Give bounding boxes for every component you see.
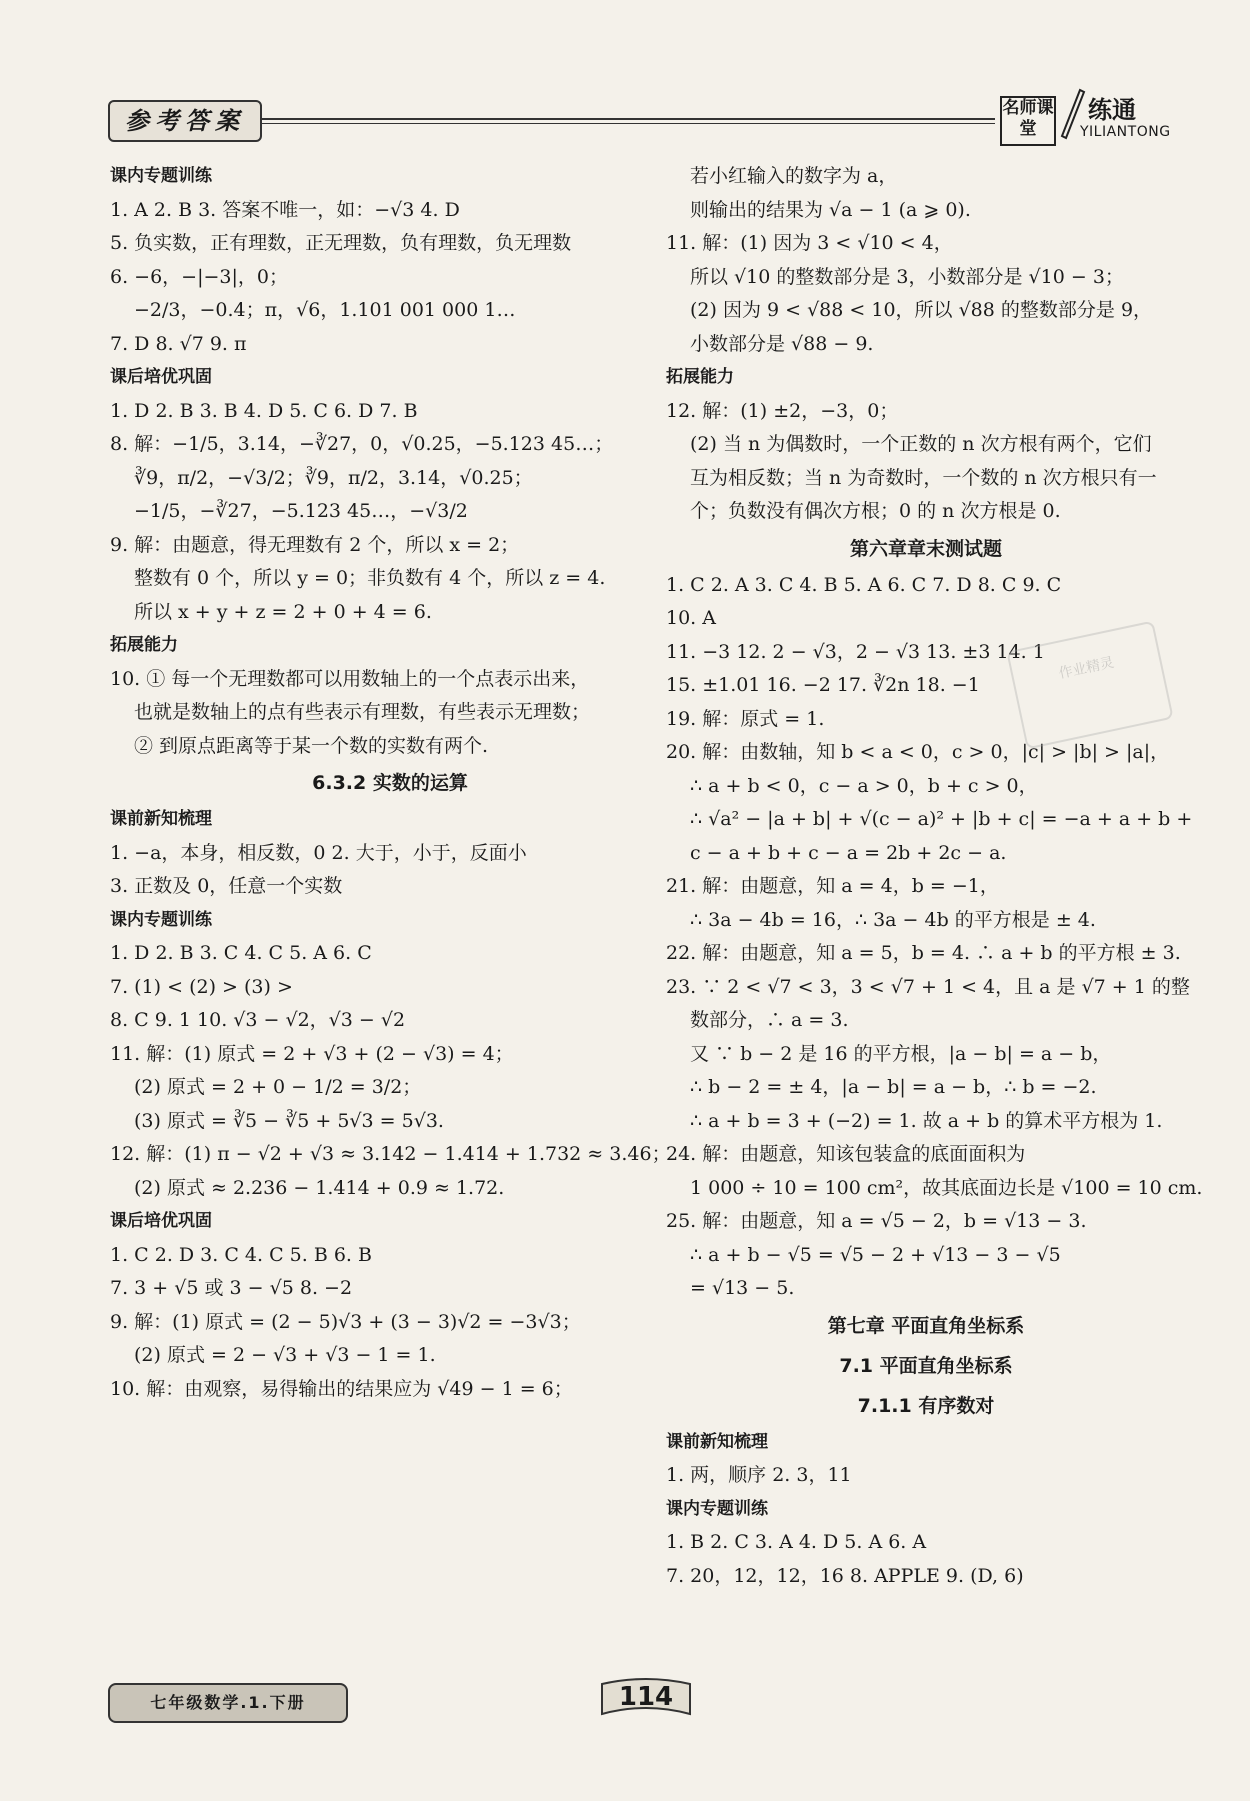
answer-line: −1/5，−∛27，−5.123 45…，−√3/2: [134, 500, 468, 522]
answer-line: 7. 3 + √5 或 3 − √5 8. −2: [110, 1277, 353, 1299]
answer-line: 8. 解：−1/5，3.14，−∛27，0，√0.25，−5.123 45…；: [110, 433, 614, 455]
section-label: 课内专题训练: [110, 166, 212, 186]
logo-box: 名师课堂: [1000, 96, 1056, 146]
answer-line: 6. −6，−|−3|，0；: [110, 265, 288, 288]
answer-line: 9. 解：由题意，得无理数有 2 个，所以 x = 2；: [110, 533, 520, 556]
section-label: 课后培优巩固: [110, 1211, 212, 1231]
answer-line: 所以 √10 的整数部分是 3，小数部分是 √10 − 3；: [690, 265, 1124, 288]
logo-subtitle: YILIANTONG: [1080, 124, 1171, 140]
answer-line: = √13 − 5.: [690, 1277, 795, 1299]
answer-line: 1. C 2. A 3. C 4. B 5. A 6. C 7. D 8. C 9. C: [666, 573, 1062, 596]
answer-line: ∴ a + b < 0，c − a > 0，b + c > 0，: [690, 774, 1038, 797]
answer-line: 10. 解：由观察，易得输出的结果应为 √49 − 1 = 6；: [110, 1377, 573, 1400]
section-heading: 第七章 平面直角坐标系: [827, 1314, 1025, 1337]
answer-line: 5. 负实数，正有理数，正无理数，负有理数，负无理数: [110, 232, 572, 254]
page-number-badge: [598, 1676, 694, 1720]
answer-line: 25. 解：由题意，知 a = √5 − 2，b = √13 − 3.: [666, 1210, 1087, 1232]
answer-line: 数部分，∴ a = 3.: [690, 1009, 849, 1031]
answer-line: 10. ① 每一个无理数都可以用数轴上的一个点表示出来，: [110, 667, 590, 690]
answer-line: 1. C 2. D 3. C 4. C 5. B 6. B: [110, 1243, 372, 1266]
section-label: 拓展能力: [110, 635, 178, 655]
answer-line: 8. C 9. 1 10. √3 − √2，√3 − √2: [110, 1009, 406, 1031]
answer-line: 24. 解：由题意，知该包装盒的底面面积为: [666, 1143, 1026, 1165]
answer-line: ② 到原点距离等于某一个数的实数有两个.: [134, 734, 489, 757]
right-column: [666, 160, 1203, 1593]
answer-line: ∴ a + b − √5 = √5 − 2 + √13 − 3 − √5: [690, 1243, 1061, 1266]
answer-line: 则输出的结果为 √a − 1 (a ⩾ 0).: [690, 198, 971, 221]
answer-line: 3. 正数及 0，任意一个实数: [110, 875, 343, 897]
answer-line: ∴ b − 2 = ± 4，|a − b| = a − b，∴ b = −2.: [690, 1076, 1097, 1098]
grade-label: 七年级数学.1.下册: [108, 1683, 348, 1723]
answer-line: (2) 当 n 为偶数时，一个正数的 n 次方根有两个，它们: [690, 433, 1152, 455]
answer-line: (3) 原式 = ∛5 − ∛5 + 5√3 = 5√3.: [134, 1109, 444, 1132]
section-heading: 6.3.2 实数的运算: [312, 772, 468, 794]
answer-line: 7. 20，12，12，16 8. APPLE 9. (D, 6): [666, 1564, 1024, 1587]
section-label: 课前新知梳理: [666, 1431, 768, 1452]
answer-line: 1. D 2. B 3. C 4. C 5. A 6. C: [110, 942, 372, 964]
answer-line: 7. (1) < (2) > (3) >: [110, 975, 293, 998]
answer-line: 22. 解：由题意，知 a = 5，b = 4. ∴ a + b 的平方根 ± 3.: [666, 942, 1181, 964]
answer-line: 若小红输入的数字为 a，: [690, 165, 898, 187]
answer-line: ∴ a + b = 3 + (−2) = 1. 故 a + b 的算术平方根为 1.: [690, 1109, 1163, 1132]
answer-line: 1 000 ÷ 10 = 100 cm²，故其底面边长是 √100 = 10 cm.: [690, 1176, 1203, 1199]
section-label: 课内专题训练: [666, 1498, 768, 1519]
answer-line: ∴ √a² − |a + b| + √(c − a)² + |b + c| = −a + a + b +: [690, 808, 1193, 830]
answer-line: 1. A 2. B 3. 答案不唯一，如：−√3 4. D: [110, 198, 460, 221]
section-label: 课内专题训练: [110, 909, 212, 930]
answer-line: 9. 解：(1) 原式 = (2 − 5)√3 + (3 − 3)√2 = −3√3；: [110, 1310, 581, 1333]
section-label: 拓展能力: [666, 367, 734, 387]
stamp-text: 作业精灵: [1057, 654, 1116, 683]
answer-line: 小数部分是 √88 − 9.: [690, 332, 874, 355]
answer-line: 1. D 2. B 3. B 4. D 5. C 6. D 7. B: [110, 399, 418, 422]
answer-line: c − a + b + c − a = 2b + 2c − a.: [690, 841, 1007, 864]
section-heading: 7.1.1 有序数对: [857, 1394, 995, 1417]
answer-line: 又 ∵ b − 2 是 16 的平方根，|a − b| = a − b，: [690, 1042, 1112, 1065]
section-label: 课前新知梳理: [110, 809, 212, 829]
logo-name: 练通: [1088, 96, 1136, 124]
header-rule: [262, 118, 995, 124]
answer-line: ∴ 3a − 4b = 16，∴ 3a − 4b 的平方根是 ± 4.: [690, 908, 1096, 931]
header-title: 参考答案: [108, 100, 262, 142]
left-column: [110, 160, 670, 1406]
answer-line: ∛9，π/2，−√3/2；∛9，π/2，3.14，√0.25；: [134, 466, 533, 489]
answer-line: 整数有 0 个，所以 y = 0；非负数有 4 个，所以 z = 4.: [134, 567, 606, 589]
answer-line: 1. B 2. C 3. A 4. D 5. A 6. A: [666, 1531, 927, 1553]
answer-line: (2) 原式 = 2 + 0 − 1/2 = 3/2；: [134, 1076, 422, 1098]
answer-line: 也就是数轴上的点有些表示有理数，有些表示无理数；: [134, 701, 591, 723]
page-number: 114: [618, 1682, 674, 1712]
answer-line: 12. 解：(1) ±2，−3，0；: [666, 399, 899, 422]
section-heading: 7.1 平面直角坐标系: [839, 1354, 1013, 1377]
answer-line: 11. 解：(1) 因为 3 < √10 < 4，: [666, 232, 953, 254]
answer-line: 互为相反数；当 n 为奇数时，一个数的 n 次方根只有一: [690, 466, 1157, 489]
answer-line: 20. 解：由数轴，知 b < a < 0，c > 0，|c| > |b| > |a|，: [666, 741, 1170, 763]
answer-line: 11. 解：(1) 原式 = 2 + √3 + (2 − √3) = 4；: [110, 1042, 514, 1065]
answer-line: 1. 两，顺序 2. 3，11: [666, 1464, 852, 1486]
answer-line: 10. A: [666, 607, 716, 629]
section-heading: 第六章章末测试题: [849, 537, 1002, 560]
answer-line: 21. 解：由题意，知 a = 4，b = −1，: [666, 875, 999, 897]
answer-line: 12. 解：(1) π − √2 + √3 ≈ 3.142 − 1.414 + 1.732 ≈ 3.46；: [110, 1143, 671, 1165]
answer-line: 个；负数没有偶次方根；0 的 n 次方根是 0.: [690, 500, 1061, 522]
answer-line: 23. ∵ 2 < √7 < 3，3 < √7 + 1 < 4，且 a 是 √7 + 1 的整: [666, 975, 1190, 998]
answer-line: (2) 原式 = 2 − √3 + √3 − 1 = 1.: [134, 1344, 436, 1366]
answer-line: 11. −3 12. 2 − √3，2 − √3 13. ±3 14. 1: [666, 640, 1045, 663]
answer-line: (2) 因为 9 < √88 < 10，所以 √88 的整数部分是 9，: [690, 299, 1153, 321]
answer-line: 1. −a，本身，相反数，0 2. 大于，小于，反面小: [110, 841, 527, 864]
page-header: [100, 88, 1180, 148]
answer-line: 19. 解：原式 = 1.: [666, 707, 825, 730]
answer-line: −2/3，−0.4；π，√6，1.101 001 000 1…: [134, 299, 516, 321]
answer-line: 所以 x + y + z = 2 + 0 + 4 = 6.: [134, 600, 432, 623]
answer-line: (2) 原式 ≈ 2.236 − 1.414 + 0.9 ≈ 1.72.: [134, 1176, 505, 1199]
brand-logo: [1000, 88, 1180, 144]
answer-line: 7. D 8. √7 9. π: [110, 332, 247, 355]
answer-line: 15. ±1.01 16. −2 17. ∛2n 18. −1: [666, 674, 980, 696]
section-label: 课后培优巩固: [110, 367, 212, 387]
